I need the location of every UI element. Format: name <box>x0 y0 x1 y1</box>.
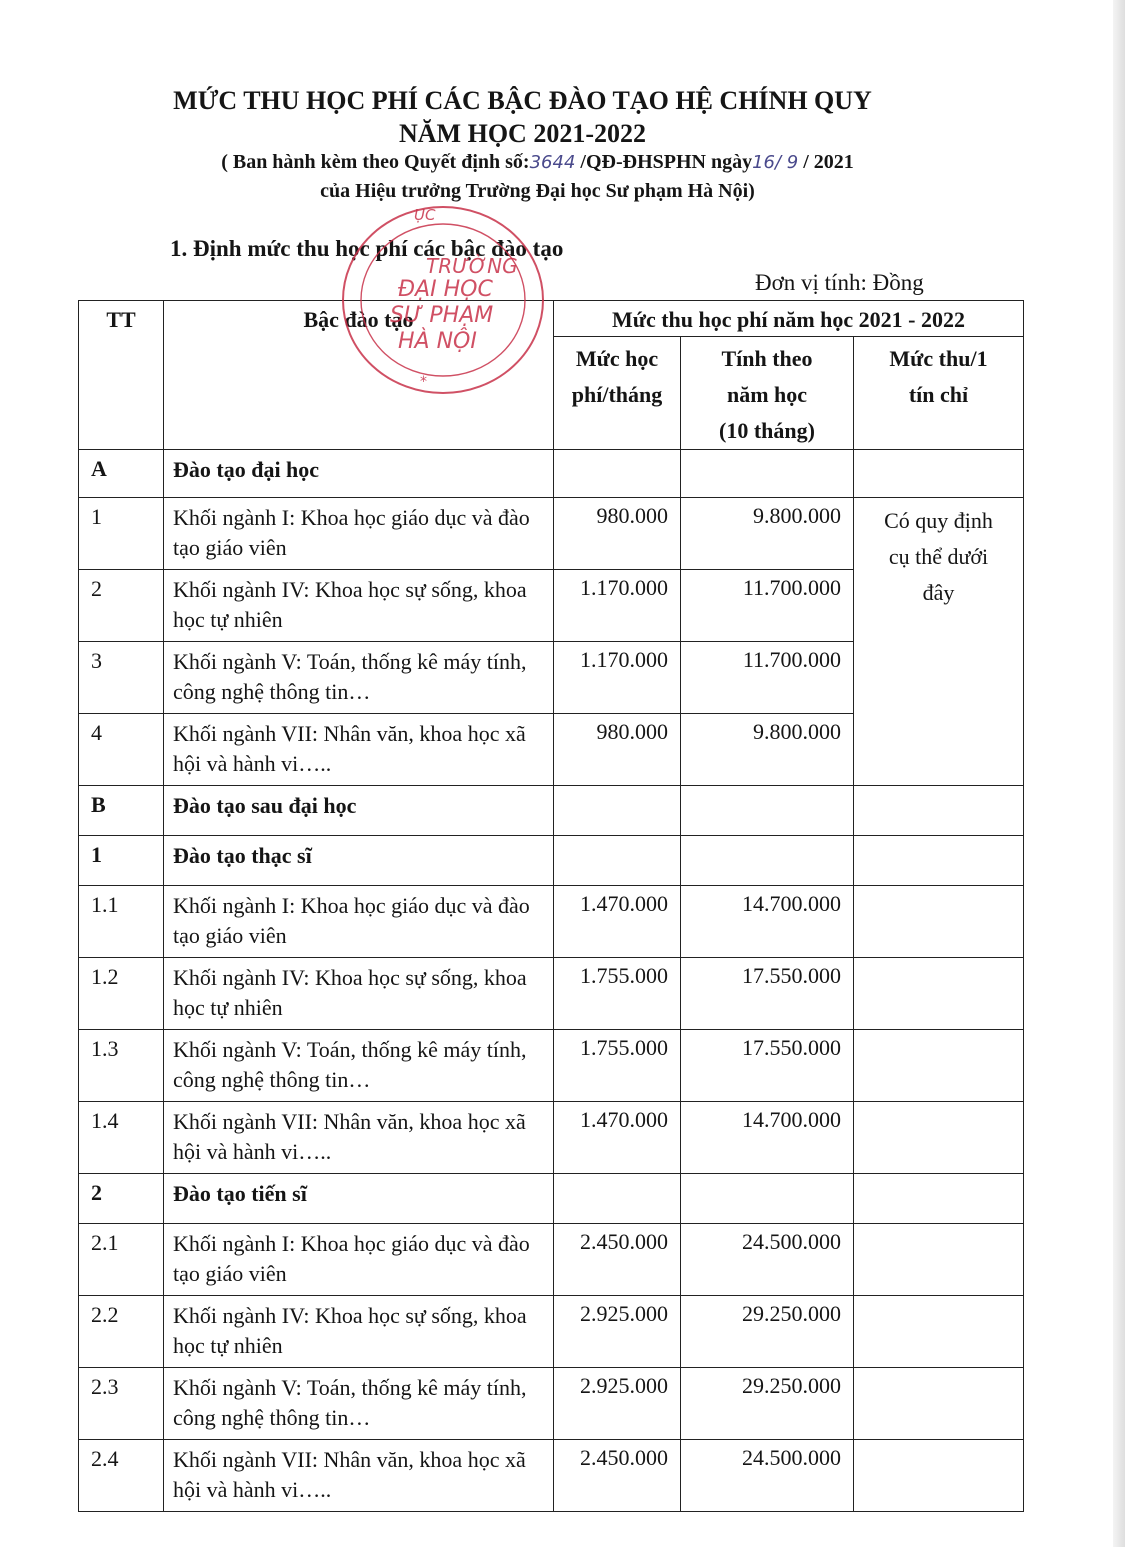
header-monthly-line-2: phí/tháng <box>571 382 663 407</box>
row-per-credit <box>854 886 1024 958</box>
row-level-name: Khối ngành V: Toán, thống kê máy tính, công nghệ thông tin… <box>164 642 554 714</box>
header-per-credit <box>854 337 1024 450</box>
decision-number: 3644 <box>529 152 576 173</box>
row-monthly-fee <box>554 1174 681 1224</box>
header-yearly <box>681 337 854 450</box>
row-level-name: Khối ngành VII: Nhân văn, khoa học xã hội và hành vi….. <box>164 1440 554 1512</box>
row-monthly-fee <box>554 786 681 836</box>
row-monthly-fee: 1.170.000 <box>554 570 681 642</box>
row-level-name: Khối ngành VII: Nhân văn, khoa học xã hội và hành vi….. <box>164 1102 554 1174</box>
row-yearly-fee <box>681 450 854 498</box>
header-yearly-line-1: Tính theo <box>721 346 813 371</box>
row-level-name: Khối ngành I: Khoa học giáo dục và đào tạo giáo viên <box>164 886 554 958</box>
subtitle-suffix: / 2021 <box>798 151 854 173</box>
row-level-name: Đào tạo đại học <box>164 450 554 498</box>
section-heading: 1. Định mức thu học phí các bậc đào tạo <box>170 236 564 261</box>
row-tt: B <box>79 786 164 836</box>
row-monthly-fee: 1.170.000 <box>554 642 681 714</box>
subtitle-line-1 <box>0 148 1075 177</box>
per-credit-note-line: đây <box>922 580 955 605</box>
table-row <box>79 1030 1024 1102</box>
row-monthly-fee <box>554 450 681 498</box>
row-tt: 2.3 <box>79 1368 164 1440</box>
row-tt: 2.4 <box>79 1440 164 1512</box>
header-per-credit-line-1: Mức thu/1 <box>889 346 988 371</box>
row-per-credit <box>854 1296 1024 1368</box>
row-per-credit <box>854 1368 1024 1440</box>
row-tt: 1 <box>79 498 164 570</box>
row-yearly-fee <box>681 836 854 886</box>
row-per-credit <box>854 958 1024 1030</box>
table-row <box>79 1102 1024 1174</box>
row-tt: 2 <box>79 570 164 642</box>
row-yearly-fee: 9.800.000 <box>681 498 854 570</box>
row-yearly-fee <box>681 1174 854 1224</box>
table-body <box>79 450 1024 1512</box>
row-yearly-fee: 24.500.000 <box>681 1224 854 1296</box>
row-monthly-fee: 2.450.000 <box>554 1440 681 1512</box>
table-row <box>79 1440 1024 1512</box>
table-row <box>79 1224 1024 1296</box>
row-tt: 1.4 <box>79 1102 164 1174</box>
row-per-credit <box>854 836 1024 886</box>
row-monthly-fee: 980.000 <box>554 498 681 570</box>
section-row <box>79 1174 1024 1224</box>
title-line-1: MỨC THU HỌC PHÍ CÁC BẬC ĐÀO TẠO HỆ CHÍNH QUY <box>173 86 872 115</box>
section-row <box>79 786 1024 836</box>
row-tt: 2 <box>79 1174 164 1224</box>
table-row <box>79 958 1024 1030</box>
row-yearly-fee: 14.700.000 <box>681 886 854 958</box>
stamp-line-2: SƯ PHẠM <box>390 303 494 328</box>
stamp-ring-top: ỤC <box>414 206 436 224</box>
header-level: Bậc đào tạo <box>164 301 554 450</box>
row-per-credit <box>854 1440 1024 1512</box>
row-per-credit <box>854 1174 1024 1224</box>
header-tuition-group: Mức thu học phí năm học 2021 - 2022 <box>554 301 1024 337</box>
row-level-name: Đào tạo tiến sĩ <box>164 1174 554 1224</box>
row-monthly-fee: 1.470.000 <box>554 1102 681 1174</box>
document-title <box>0 84 1045 150</box>
header-monthly-line-1: Mức học <box>575 346 659 371</box>
row-tt: 1 <box>79 836 164 886</box>
row-monthly-fee: 1.470.000 <box>554 886 681 958</box>
row-tt: 4 <box>79 714 164 786</box>
row-level-name: Khối ngành IV: Khoa học sự sống, khoa học tự nhiên <box>164 570 554 642</box>
document-subtitle <box>0 148 1075 206</box>
table-row <box>79 1368 1024 1440</box>
row-yearly-fee: 11.700.000 <box>681 642 854 714</box>
row-tt: 1.1 <box>79 886 164 958</box>
table-row <box>79 886 1024 958</box>
row-tt: 2.2 <box>79 1296 164 1368</box>
row-yearly-fee: 24.500.000 <box>681 1440 854 1512</box>
header-monthly <box>554 337 681 450</box>
row-monthly-fee: 1.755.000 <box>554 958 681 1030</box>
svg-text:*: * <box>420 374 427 390</box>
stamp-line-1: ĐẠI HỌC <box>398 277 493 302</box>
row-monthly-fee: 1.755.000 <box>554 1030 681 1102</box>
stamp-line-3: HÀ NỘI <box>398 329 477 354</box>
row-level-name: Khối ngành VII: Nhân văn, khoa học xã hội và hành vi….. <box>164 714 554 786</box>
row-level-name: Khối ngành V: Toán, thống kê máy tính, công nghệ thông tin… <box>164 1030 554 1102</box>
page-edge <box>1113 0 1125 1547</box>
subtitle-prefix: ( Ban hành kèm theo Quyết định số: <box>221 151 530 173</box>
row-level-name: Đào tạo sau đại học <box>164 786 554 836</box>
row-per-credit <box>854 1224 1024 1296</box>
row-yearly-fee: 11.700.000 <box>681 570 854 642</box>
row-per-credit <box>854 450 1024 498</box>
per-credit-note-line: Có quy định <box>884 508 993 533</box>
row-monthly-fee: 2.925.000 <box>554 1368 681 1440</box>
row-monthly-fee: 2.925.000 <box>554 1296 681 1368</box>
row-level-name: Đào tạo thạc sĩ <box>164 836 554 886</box>
row-monthly-fee: 980.000 <box>554 714 681 786</box>
row-monthly-fee: 2.450.000 <box>554 1224 681 1296</box>
tuition-table <box>78 300 1024 1512</box>
row-level-name: Khối ngành I: Khoa học giáo dục và đào tạo giáo viên <box>164 1224 554 1296</box>
per-credit-note-line: cụ thể dưới <box>888 544 989 569</box>
school-seal-icon <box>338 200 548 400</box>
row-yearly-fee: 14.700.000 <box>681 1102 854 1174</box>
header-tt: TT <box>79 301 164 450</box>
row-yearly-fee: 29.250.000 <box>681 1296 854 1368</box>
table-row <box>79 498 1024 570</box>
header-yearly-line-3: (10 tháng) <box>719 418 815 443</box>
row-per-credit <box>854 1102 1024 1174</box>
per-credit-note <box>854 498 1024 786</box>
row-level-name: Khối ngành V: Toán, thống kê máy tính, công nghệ thông tin… <box>164 1368 554 1440</box>
table-row <box>79 1296 1024 1368</box>
header-yearly-line-2: năm học <box>726 382 808 407</box>
row-tt: A <box>79 450 164 498</box>
title-line-2: NĂM HỌC 2021-2022 <box>399 119 646 148</box>
stamp-ring-text: TRƯỜNG <box>426 254 518 278</box>
section-row <box>79 836 1024 886</box>
row-level-name: Khối ngành I: Khoa học giáo dục và đào tạo giáo viên <box>164 498 554 570</box>
row-yearly-fee: 29.250.000 <box>681 1368 854 1440</box>
row-tt: 2.1 <box>79 1224 164 1296</box>
row-yearly-fee: 17.550.000 <box>681 958 854 1030</box>
row-per-credit <box>854 1030 1024 1102</box>
decision-date: 16/ 9 <box>752 152 799 173</box>
row-yearly-fee: 9.800.000 <box>681 714 854 786</box>
row-monthly-fee <box>554 836 681 886</box>
row-tt: 1.2 <box>79 958 164 1030</box>
subtitle-middle: /QĐ-ĐHSPHN ngày <box>575 151 753 173</box>
row-yearly-fee <box>681 786 854 836</box>
row-per-credit <box>854 786 1024 836</box>
unit-note: Đơn vị tính: Đồng <box>755 270 924 295</box>
row-level-name: Khối ngành IV: Khoa học sự sống, khoa học tự nhiên <box>164 1296 554 1368</box>
row-yearly-fee: 17.550.000 <box>681 1030 854 1102</box>
row-tt: 1.3 <box>79 1030 164 1102</box>
subtitle-line-2: của Hiệu trưởng Trường Đại học Sư phạm Hà Nội) <box>320 180 755 202</box>
header-per-credit-line-2: tín chỉ <box>908 382 969 407</box>
row-level-name: Khối ngành IV: Khoa học sự sống, khoa học tự nhiên <box>164 958 554 1030</box>
row-tt: 3 <box>79 642 164 714</box>
section-row <box>79 450 1024 498</box>
